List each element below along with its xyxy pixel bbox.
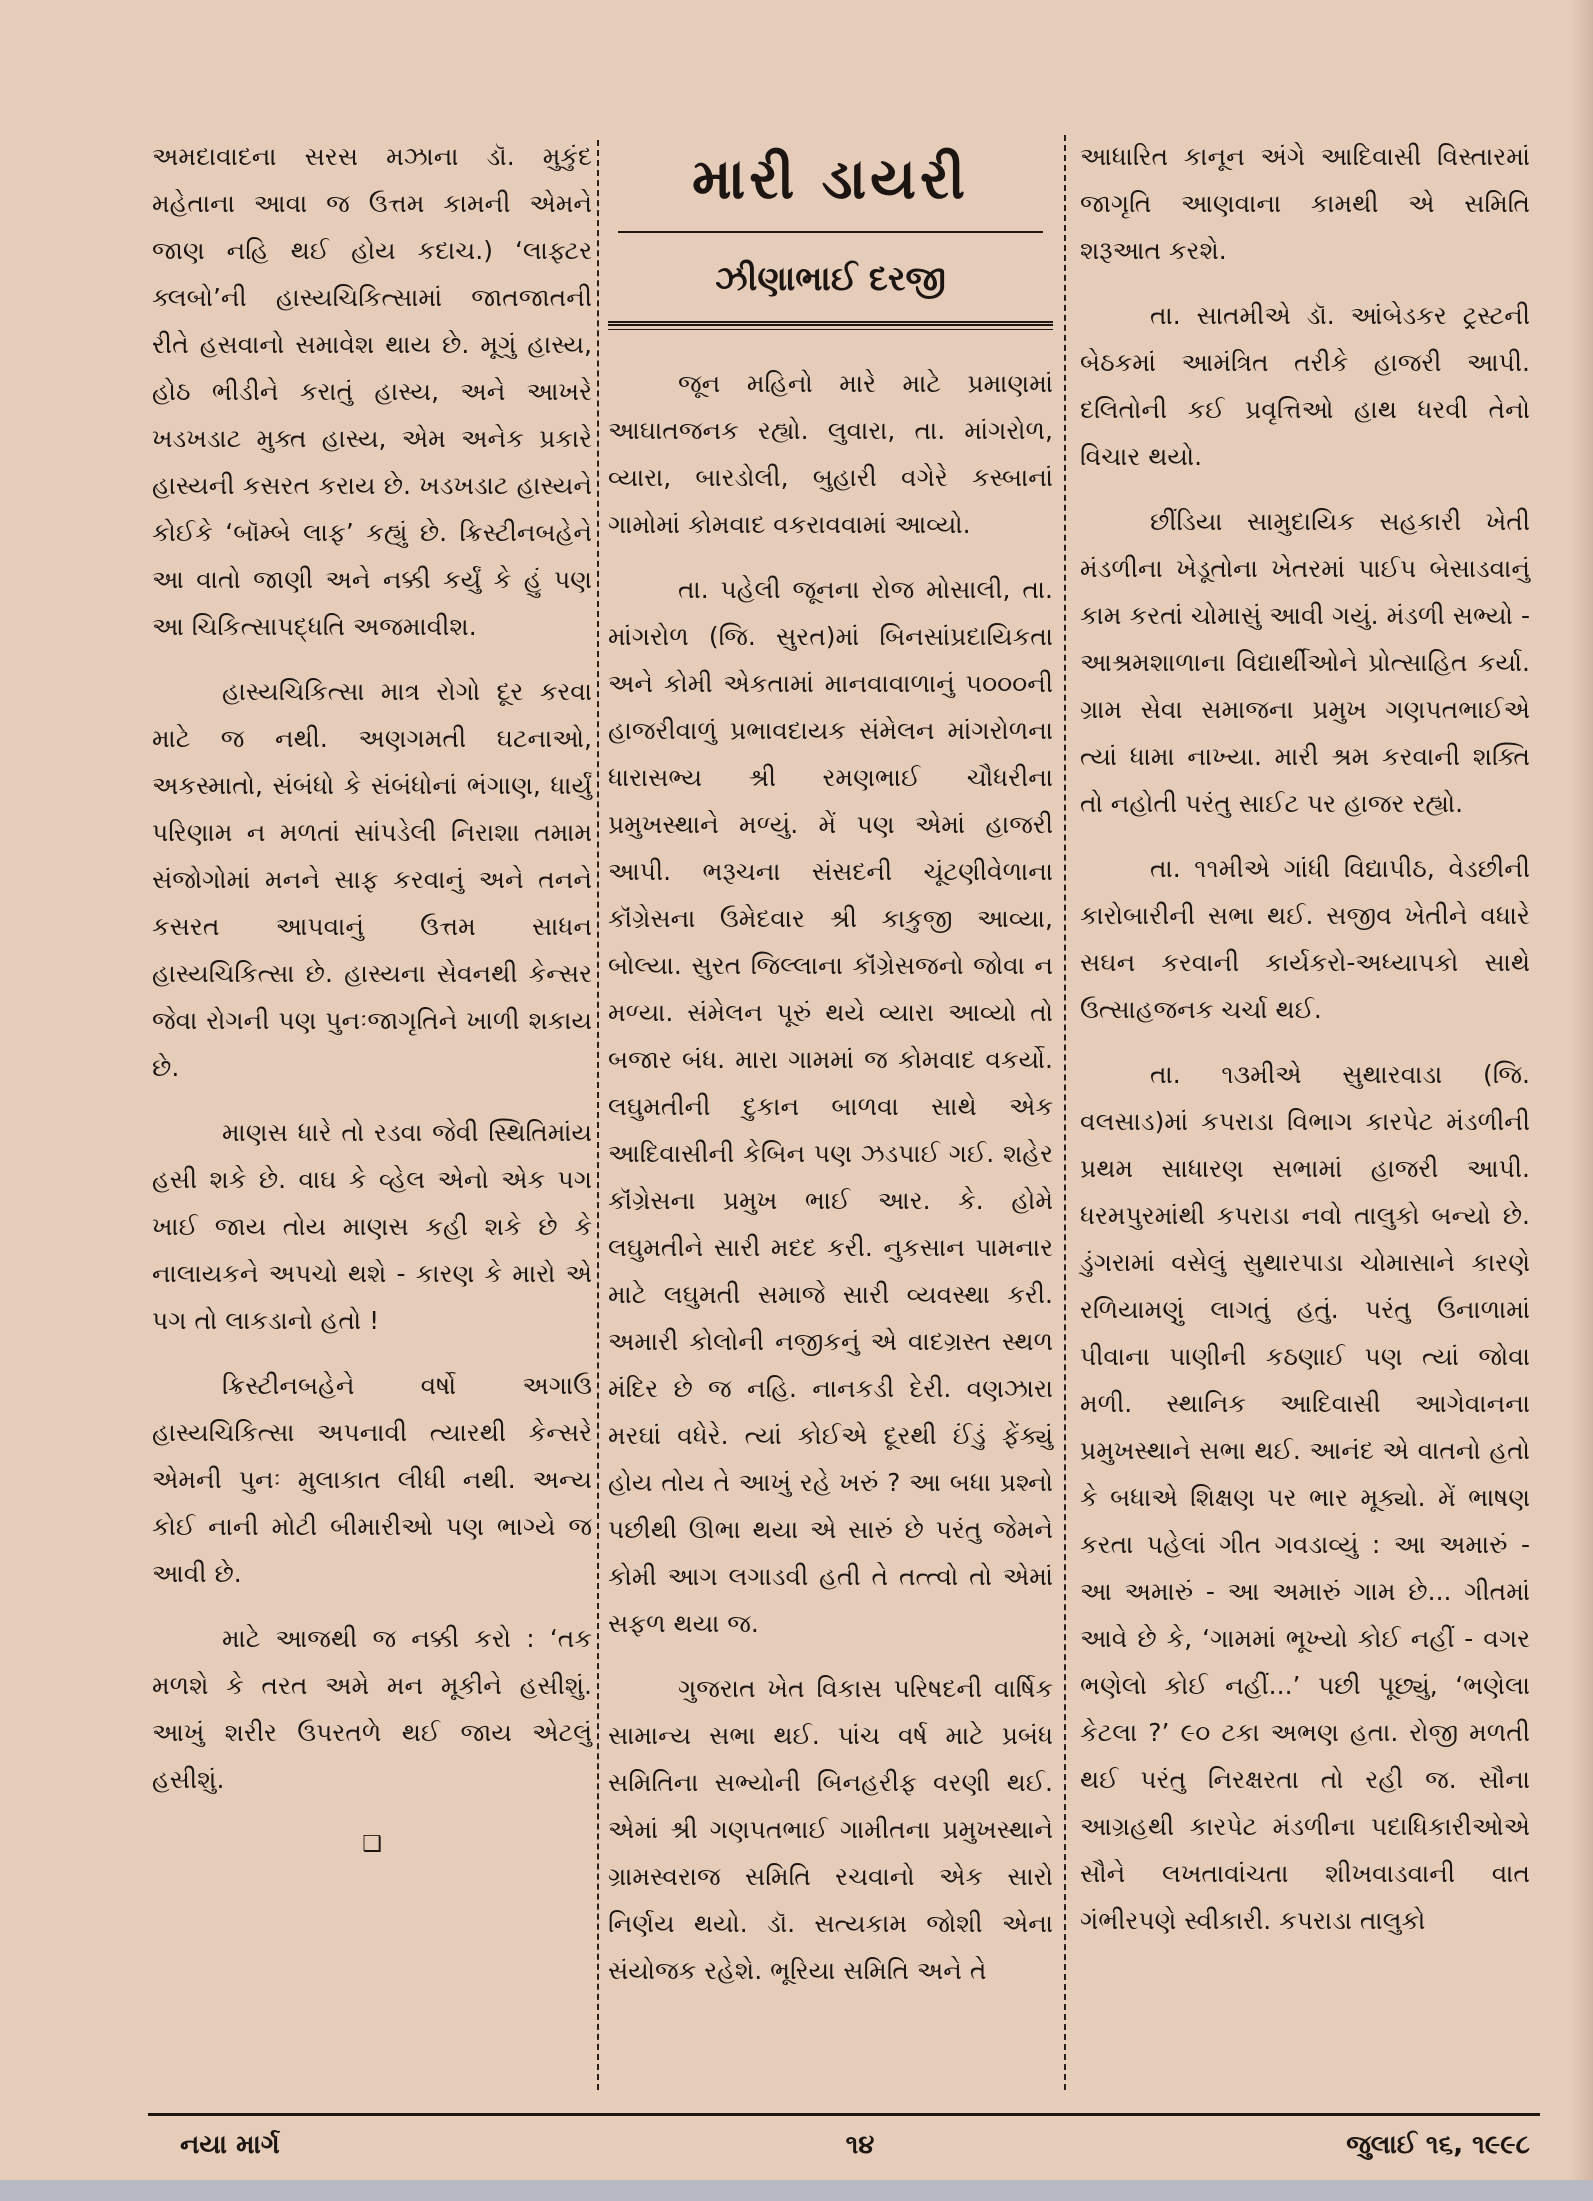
paragraph: માટે આજથી જ નક્કી કરો : ‘તક મળશે કે તરત અમે મન મૂકીને હસીશું. આખું શરીર ઉપરતળે થઈ જાય એટલું હસીશું. [152, 1624, 592, 1794]
column-divider [1064, 135, 1066, 2090]
paragraph: ક્રિસ્ટીનબહેને વર્ષો અગાઉ હાસ્યચિકિત્સા અપનાવી ત્યારથી કેન્સરે એમની પુનઃ મુલાકાત લીધી નથી. અન્ય કોઈ નાની મોટી બીમારીઓ પણ ભાગ્યે જ આવી છે. [152, 1371, 592, 1588]
column-title: મારી ડાયરી [691, 147, 970, 212]
column-left [152, 133, 592, 1868]
paragraph: હાસ્યચિકિત્સા માત્ર રોગો દૂર કરવા માટે જ નથી. અણગમતી ઘટનાઓ, અકસ્માતો, સંબંધો કે સંબંધોનાં ભંગાણ, ધાર્યું પરિણામ ન મળતાં સાંપડેલી નિરાશા તમામ સંજોગોમાં મનને સાફ કરવાનું અને તનને કસરત આપવાનું ઉત્તમ સાધન હાસ્યચિકિત્સા છે. હાસ્યના સેવનથી કેન્સર જેવા રોગની પણ પુનઃજાગૃતિને ખાળી શકાય છે. [152, 677, 592, 1082]
paragraph: તા. ૧૧મીએ ગાંધી વિદ્યાપીઠ, વેડછીની કારોબારીની સભા થઈ. સજીવ ખેતીને વધારે સઘન કરવાની કાર્યકરો-અધ્યાપકો સાથે ઉત્સાહજનક ચર્ચા થઈ. [1080, 854, 1530, 1024]
column-divider [597, 140, 599, 2090]
paragraph: તા. સાતમીએ ડૉ. આંબેડકર ટ્રસ્ટની બેઠકમાં આમંત્રિત તરીકે હાજરી આપી. દલિતોની કઈ પ્રવૃત્તિઓ હાથ ધરવી તેનો વિચાર થયો. [1080, 301, 1530, 471]
paragraph: આધારિત કાનૂન અંગે આદિવાસી વિસ્તારમાં જાગૃતિ આણવાના કામથી એ સમિતિ શરૂઆત કરશે. [1080, 142, 1530, 265]
paragraph: તા. પહેલી જૂનના રોજ મોસાલી, તા. માંગરોળ (જિ. સુરત)માં બિનસાંપ્રદાયિકતા અને કોમી એકતામાં માનવાવાળાનું ૫૦૦૦ની હાજરીવાળું પ્રભાવદાયક સંમેલન માંગરોળના ધારાસભ્ય શ્રી રમણભાઈ ચૌધરીના પ્રમુખસ્થાને મળ્યું. મેં પણ એમાં હાજરી આપી. ભરૂચના સંસદની ચૂંટણીવેળાના કૉંગ્રેસના ઉમેદવાર શ્રી કાકુજી આવ્યા, બોલ્યા. સુરત જિલ્લાના કૉંગ્રેસજનો જોવા ન મળ્યા. સંમેલન પૂરું થયે વ્યારા આવ્યો તો બજાર બંધ. મારા ગામમાં જ કોમવાદ વકર્યો. લઘુમતીની દુકાન બાળવા સાથે એક આદિવાસીની કેબિન પણ ઝડપાઈ ગઈ. શહેર કૉંગ્રેસના પ્રમુખ ભાઈ આર. કે. હોમે લઘુમતીને સારી મદદ કરી. નુકસાન પામનાર માટે લઘુમતી સમાજે સારી વ્યવસ્થા કરી. અમારી કોલોની નજીકનું એ વાદગ્રસ્ત સ્થળ મંદિર છે જ નહિ. નાનકડી દેરી. વણઝારા મરઘાં વધેરે. ત્યાં કોઈએ દૂરથી ઈંડું ફેંક્યું હોય તોય તે આખું રહે ખરું ? આ બધા પ્રશ્નો પછીથી ઊભા થયા એ સારું છે પરંતુ જેમને કોમી આગ લગાડવી હતી તે તત્ત્વો તો એમાં સફળ થયા જ. [608, 575, 1053, 1638]
publication-name: નયા માર્ગ [180, 2130, 280, 2160]
column-masthead [608, 141, 1053, 330]
paragraph: છીંડિયા સામુદાયિક સહકારી ખેતી મંડળીના ખેડૂતોના ખેતરમાં પાઈપ બેસાડવાનું કામ કરતાં ચોમાસું આવી ગયું. મંડળી સભ્યો - આશ્રમશાળાના વિદ્યાર્થીઓને પ્રોત્સાહિત કર્યા. ગ્રામ સેવા સમાજના પ્રમુખ ગણપતભાઈએ ત્યાં ધામા નાખ્યા. મારી શ્રમ કરવાની શક્તિ તો નહોતી પરંતુ સાઈટ પર હાજર રહ્યો. [1080, 507, 1530, 818]
divider [618, 231, 1043, 233]
paragraph: માણસ ધારે તો રડવા જેવી સ્થિતિમાંય હસી શકે છે. વાઘ કે વ્હેલ એનો એક પગ ખાઈ જાય તોય માણસ કહી શકે છે કે નાલાયકને અપચો થશે - કારણ કે મારો એ પગ તો લાકડાનો હતો ! [152, 1118, 592, 1335]
paragraph: ગુજરાત ખેત વિકાસ પરિષદની વાર્ષિક સામાન્ય સભા થઈ. પાંચ વર્ષ માટે પ્રબંધ સમિતિના સભ્યોની બિનહરીફ વરણી થઈ. એમાં શ્રી ગણપતભાઈ ગામીતના પ્રમુખસ્થાને ગ્રામસ્વરાજ સમિતિ રચવાનો એક સારો નિર્ણય થયો. ડૉ. સત્યકામ જોશી એના સંયોજક રહેશે. ભૂરિયા સમિતિ અને તે [608, 1674, 1053, 1985]
footer-divider [148, 2113, 1540, 2116]
column-center [608, 133, 1053, 2012]
article-end-mark: ❑ [362, 1832, 382, 1857]
scan-border [0, 2180, 1593, 2201]
paper-edge [1571, 0, 1593, 2201]
divider [608, 321, 1053, 330]
paragraph: જૂન મહિનો મારે માટે પ્રમાણમાં આઘાતજનક રહ્યો. લુવારા, તા. માંગરોળ, વ્યારા, બારડોલી, બુહારી વગેરે કસ્બાનાં ગામોમાં કોમવાદ વકરાવવામાં આવ્યો. [608, 369, 1053, 539]
paragraph: તા. ૧૩મીએ સુથારવાડા (જિ. વલસાડ)માં કપરાડા વિભાગ કારપેટ મંડળીની પ્રથમ સાધારણ સભામાં હાજરી આપી. ધરમપુરમાંથી કપરાડા નવો તાલુકો બન્યો છે. ડુંગરામાં વસેલું સુથારપાડા ચોમાસાને કારણે રળિયામણું લાગતું હતું. પરંતુ ઉનાળામાં પીવાના પાણીની કઠણાઈ પણ ત્યાં જોવા મળી. સ્થાનિક આદિવાસી આગેવાનના પ્રમુખસ્થાને સભા થઈ. આનંદ એ વાતનો હતો કે બધાએ શિક્ષણ પર ભાર મૂક્યો. મેં ભાષણ કરતા પહેલાં ગીત ગવડાવ્યું : આ અમારું - આ અમારું - આ અમારું ગામ છે... ગીતમાં આવે છે કે, ‘ગામમાં ભૂખ્યો કોઈ નહીં - વગર ભણેલો કોઈ નહીં...’ પછી પૂછ્યું, ‘ભણેલા કેટલા ?’ ૯૦ ટકા અભણ હતા. રોજી મળતી થઈ પરંતુ નિરક્ષરતા તો રહી જ. સૌના આગ્રહથી કારપેટ મંડળીના પદાધિકારીઓએ સૌને લખતાવાંચતા શીખવાડવાની વાત ગંભીરપણે સ્વીકારી. કપરાડા તાલુકો [1080, 1060, 1530, 1935]
paragraph: અમદાવાદના સરસ મઝાના ડૉ. મુકુંદ મહેતાના આવા જ ઉત્તમ કામની એમને જાણ નહિ થઈ હોય કદાચ.) ‘લાફ્ટર ક્લબો’ની હાસ્યચિકિત્સામાં જાતજાતની રીતે હસવાનો સમાવેશ થાય છે. મૂગું હાસ્ય, હોઠ ભીડીને કરાતું હાસ્ય, અને આખરે ખડખડાટ મુક્ત હાસ્ય, એમ અનેક પ્રકારે હાસ્યની કસરત કરાય છે. ખડખડાટ હાસ્યને કોઈકે ‘બૉમ્બે લાફ’ કહ્યું છે. ક્રિસ્ટીનબહેને આ વાતો જાણી અને નક્કી કર્યું કે હું પણ આ ચિકિત્સાપદ્ધતિ અજમાવીશ. [152, 142, 592, 641]
page-number: ૧૪ [845, 2130, 875, 2160]
author-byline: ઝીણાભાઈ દરજી [715, 259, 946, 299]
issue-date: જુલાઈ ૧૬, ૧૯૯૮ [1346, 2130, 1530, 2160]
column-right [1080, 133, 1530, 1962]
